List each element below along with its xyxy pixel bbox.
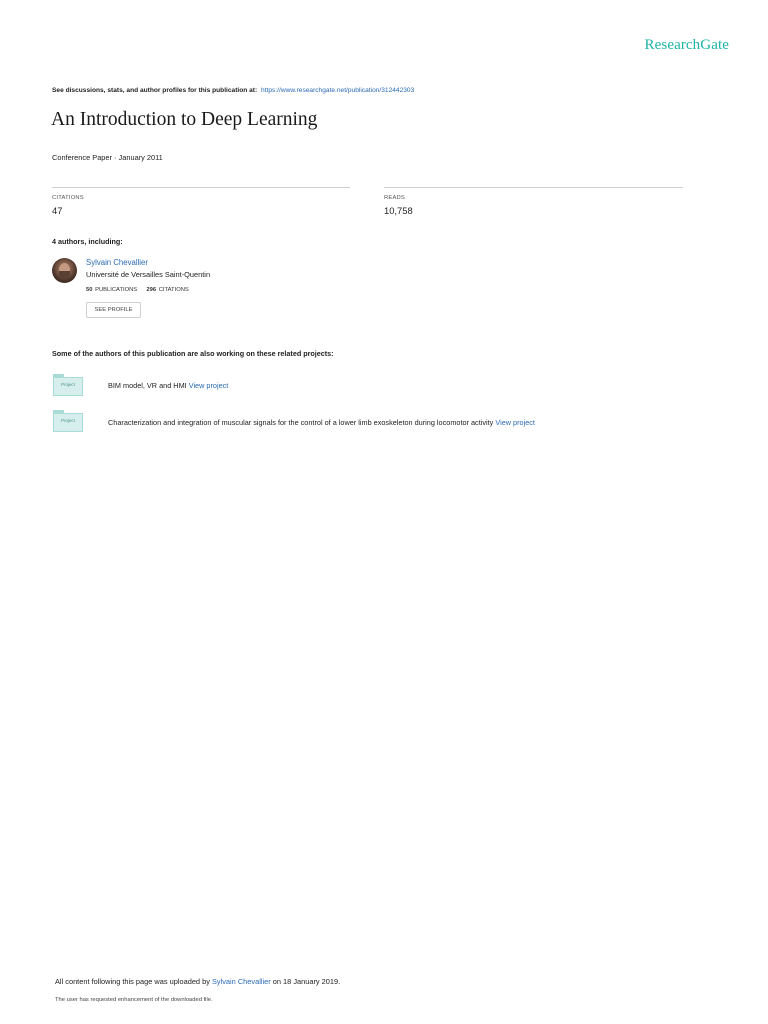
- project-item: [108, 381, 228, 390]
- reads-divider: [384, 187, 683, 188]
- researchgate-logo[interactable]: ResearchGate: [644, 37, 729, 53]
- author-publications-label: PUBLICATIONS: [95, 287, 138, 293]
- author-institution: Université de Versailles Saint-Quentin: [86, 270, 211, 279]
- project-title: Characterization and integration of muscular signals for the control of a lower limb exoskeleton during locomotor activity: [108, 418, 494, 427]
- project-icon: [53, 374, 83, 396]
- publication-title: An Introduction to Deep Learning: [51, 109, 318, 130]
- authors-heading: 4 authors, including:: [52, 237, 123, 246]
- project-icon-label: Project: [61, 382, 75, 387]
- project-title: BIM model, VR and HMI: [108, 381, 187, 390]
- publication-url-link[interactable]: https://www.researchgate.net/publication/312442303: [261, 87, 415, 94]
- author-stats: [86, 287, 189, 293]
- author-citations-label: CITATIONS: [158, 287, 189, 293]
- citations-divider: [52, 187, 350, 188]
- see-discussions-line: [52, 87, 414, 94]
- upload-prefix: All content following this page was uploaded by: [55, 977, 210, 986]
- view-project-link[interactable]: View project: [188, 381, 229, 390]
- reads-value: 10,758: [384, 205, 413, 216]
- author-avatar[interactable]: [52, 258, 77, 283]
- author-name-link[interactable]: Sylvain Chevallier: [86, 258, 148, 267]
- project-icon-label: Project: [61, 418, 75, 423]
- see-profile-button[interactable]: SEE PROFILE: [86, 302, 141, 318]
- see-discussions-text: See discussions, stats, and author profiles for this publication at:: [52, 87, 258, 94]
- view-project-link[interactable]: View project: [495, 418, 535, 427]
- enhancement-note: The user has requested enhancement of the downloaded file.: [55, 997, 213, 1003]
- project-item: [108, 418, 535, 427]
- citations-label: CITATIONS: [52, 195, 84, 201]
- publication-type-date: Conference Paper · January 2011: [52, 153, 163, 162]
- citations-value: 47: [52, 205, 63, 216]
- author-publications-count: 50: [86, 287, 93, 293]
- reads-label: READS: [384, 195, 405, 201]
- uploader-link[interactable]: Sylvain Chevallier: [211, 977, 271, 986]
- author-citations-count: 296: [146, 287, 157, 293]
- project-icon: [53, 410, 83, 432]
- avatar-beard: [59, 271, 70, 279]
- upload-suffix: on 18 January 2019.: [272, 977, 341, 986]
- related-projects-heading: Some of the authors of this publication are also working on these related projects:: [52, 349, 334, 358]
- upload-info: [55, 977, 340, 986]
